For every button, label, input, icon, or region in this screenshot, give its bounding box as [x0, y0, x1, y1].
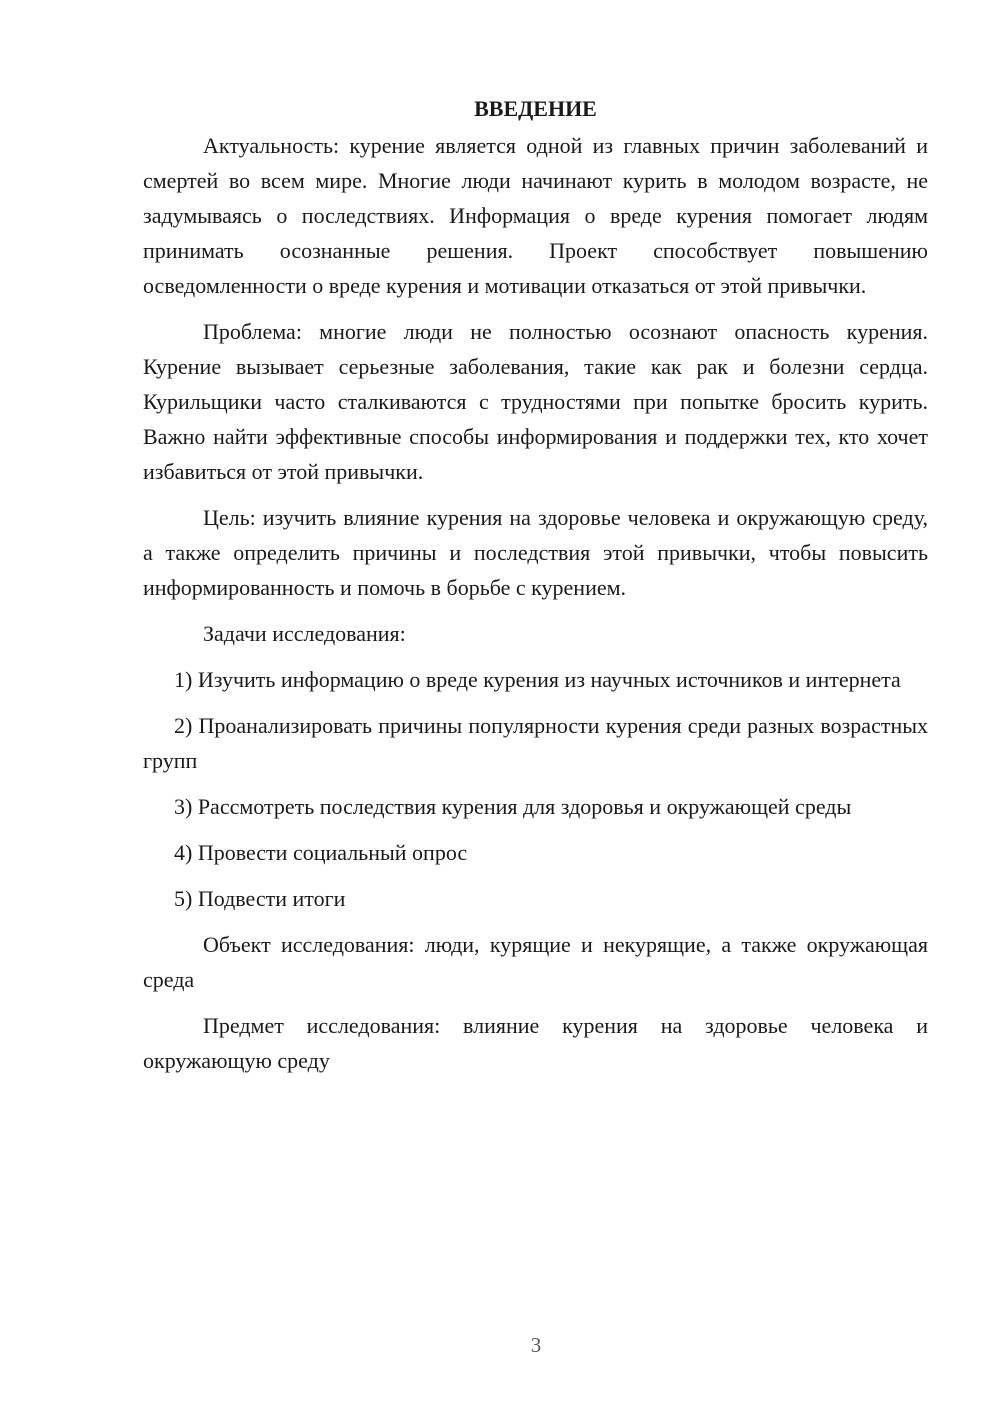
object-paragraph: Объект исследования: люди, курящие и некурящие, а также окружающая среда	[143, 932, 928, 992]
page-number: 3	[530, 1333, 542, 1357]
goal-paragraph: Цель: изучить влияние курения на здоровье человека и окружающую среду, а также определить причины и последствия этой привычки, чтобы повысить информированность и помочь в борьбе с курением.	[143, 505, 928, 600]
task-item-5: 5) Подвести итоги	[174, 886, 346, 911]
document-body	[143, 92, 928, 1078]
page-title: ВВЕДЕНИЕ	[474, 96, 597, 121]
task-item-1: 1) Изучить информацию о вреде курения из научных источников и интернета	[174, 667, 901, 692]
task-item-4: 4) Провести социальный опрос	[174, 840, 468, 865]
subject-paragraph: Предмет исследования: влияние курения на здоровье человека и окружающую среду	[143, 1013, 928, 1073]
task-item-3: 3) Рассмотреть последствия курения для здоровья и окружающей среды	[174, 794, 852, 819]
relevance-paragraph: Актуальность: курение является одной из главных причин заболеваний и смертей во всем мире. Многие люди начинают курить в молодом возрасте, не задумываясь о последствиях. Информация о вреде курения помогает людям принимать осознанные решения. Проект способствует повышению осведомленности о вреде курения и мотивации отказаться от этой привычки.	[143, 133, 928, 298]
tasks-heading: Задачи исследования:	[203, 621, 406, 646]
task-item-2: 2) Проанализировать причины популярности курения среди разных возрастных групп	[143, 713, 928, 773]
problem-paragraph: Проблема: многие люди не полностью осознают опасность курения. Курение вызывает серьезные заболевания, такие как рак и болезни сердца. Курильщики часто сталкиваются с трудностями при попытке бросить курить. Важно найти эффективные способы информирования и поддержки тех, кто хочет избавиться от этой привычки.	[143, 319, 928, 484]
